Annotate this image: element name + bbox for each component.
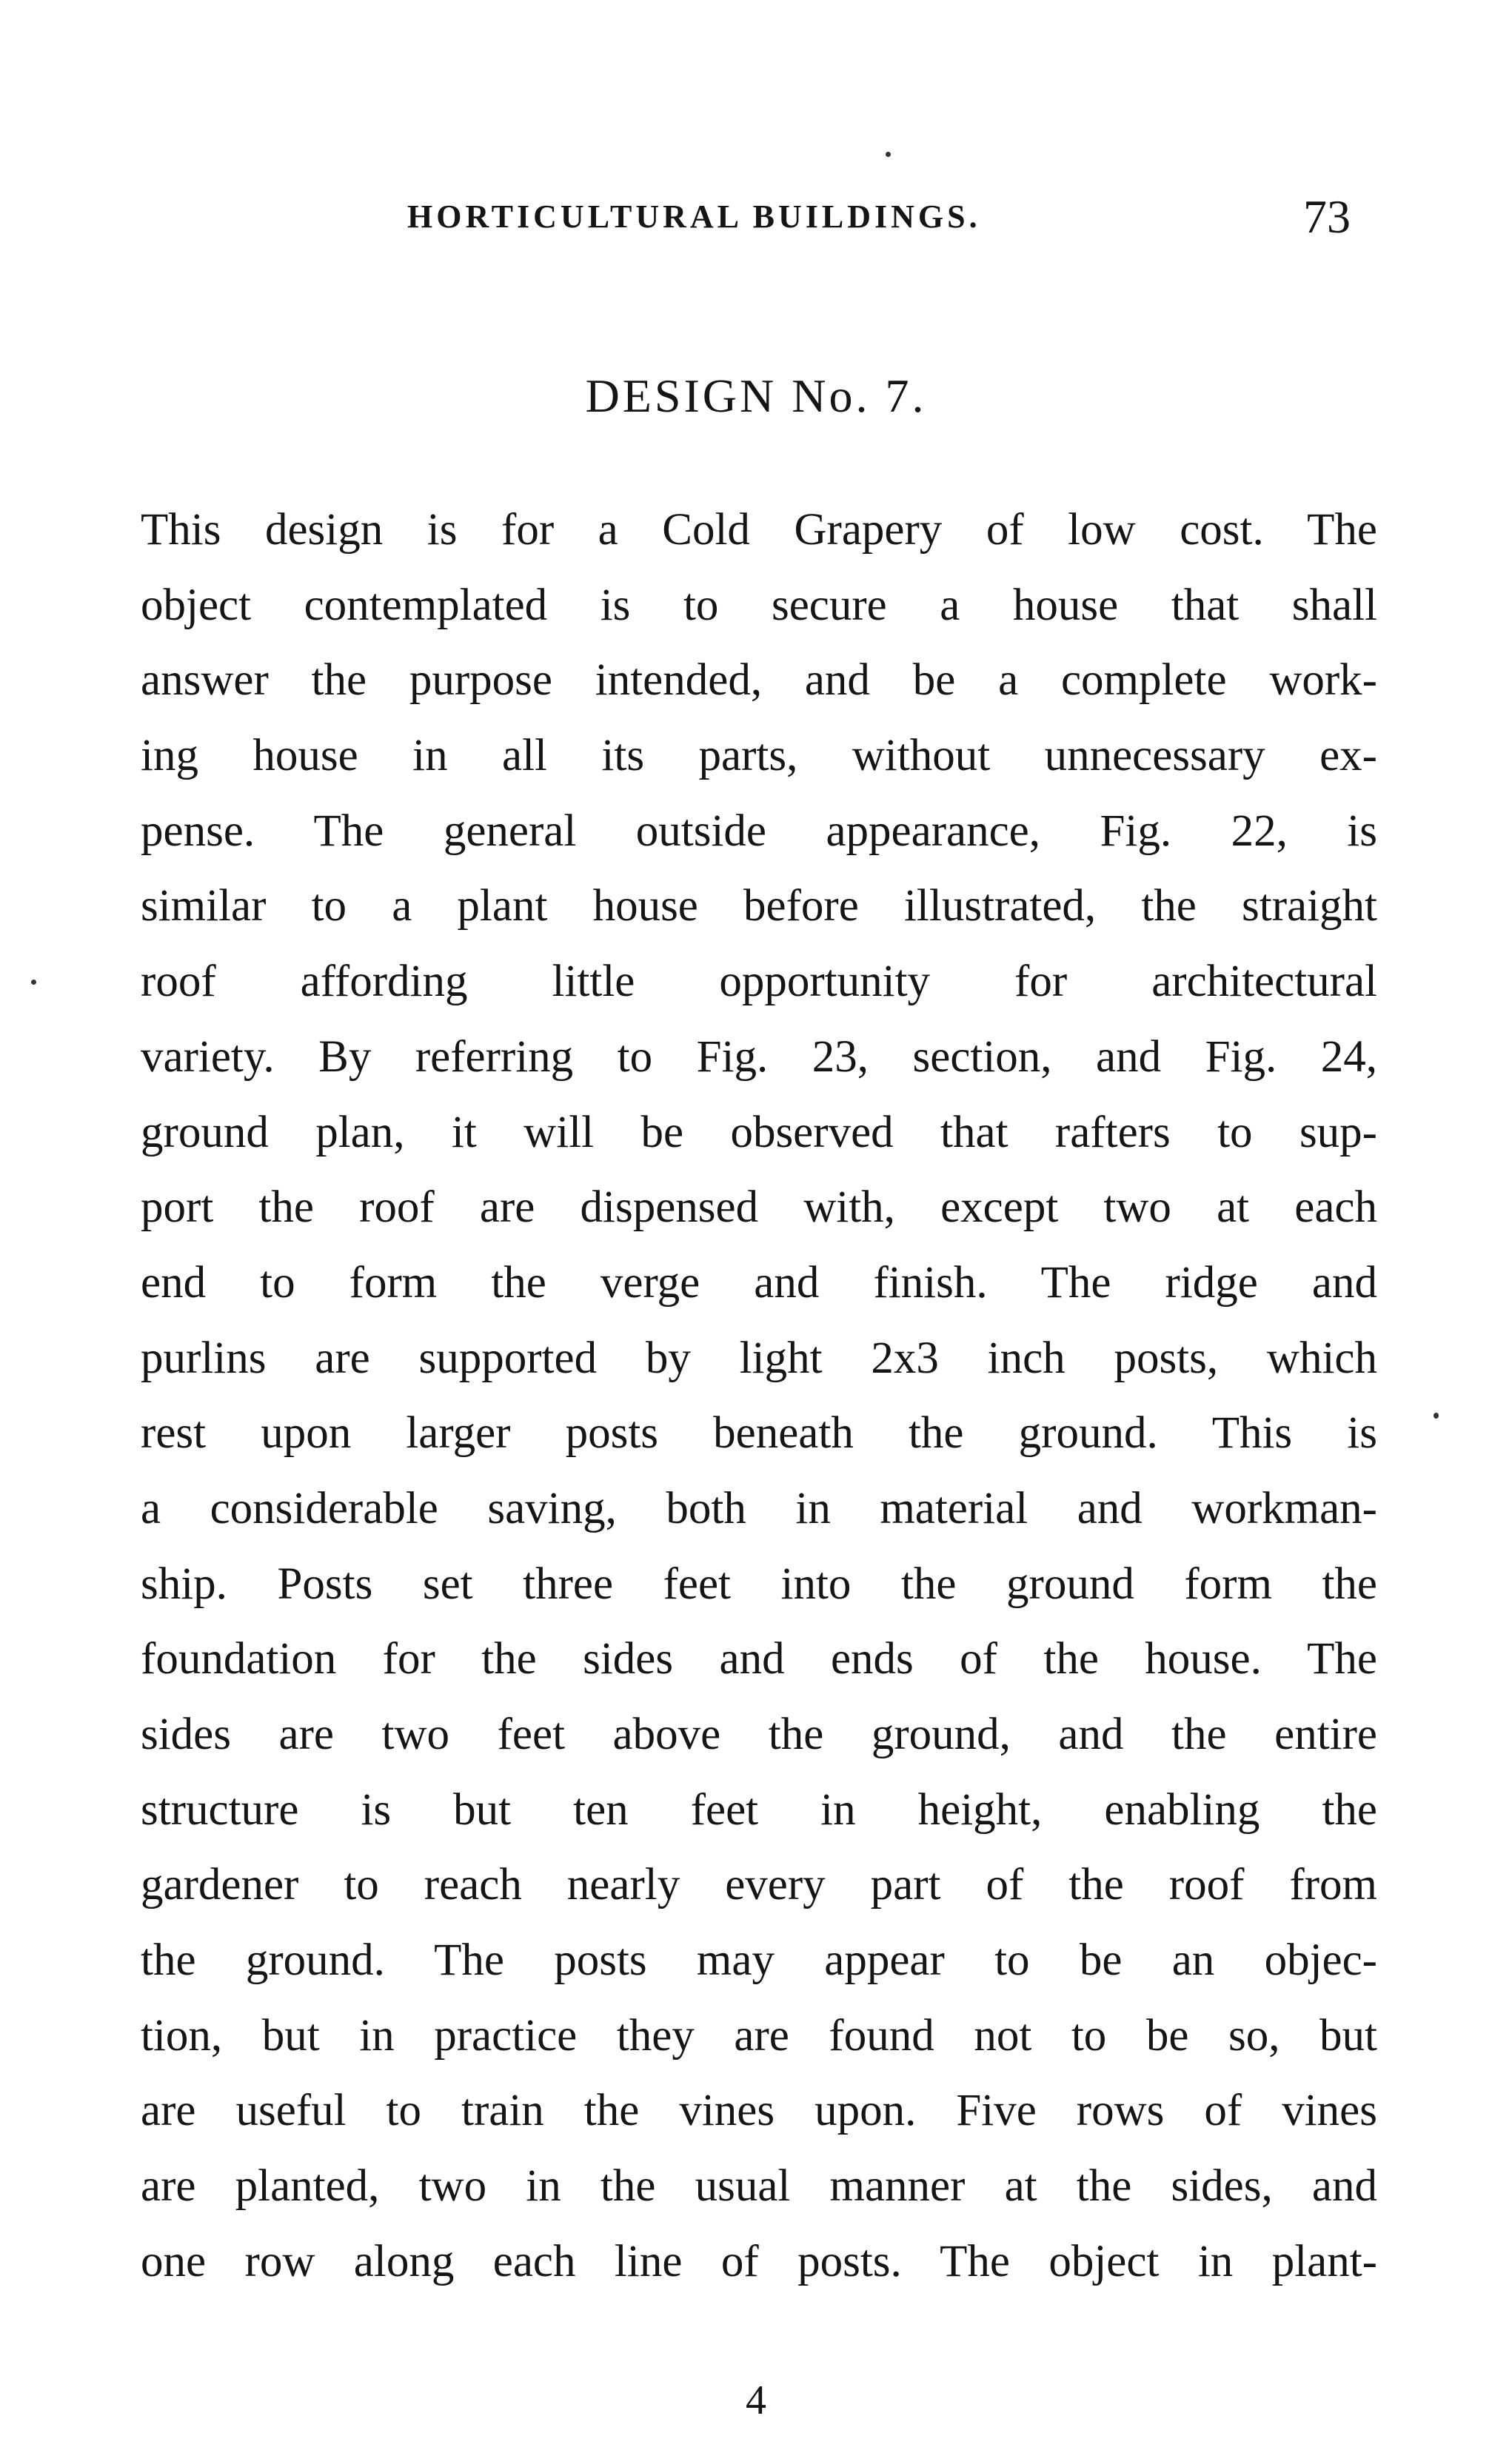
- text-line: ship. Posts set three feet into the ground form the: [141, 1559, 1377, 1609]
- text-line: are planted, two in the usual manner at the sides, and: [141, 2161, 1377, 2212]
- text-line: port the roof are dispensed with, except two at each: [141, 1182, 1377, 1233]
- page-header: [0, 184, 1512, 250]
- text-line: roof affording little opportunity for architectural: [141, 957, 1377, 1007]
- text-line: This design is for a Cold Grapery of low cost. The: [141, 505, 1377, 555]
- body-paragraph: [141, 492, 1377, 2300]
- design-title: DESIGN No. 7.: [585, 369, 927, 422]
- text-line: structure is but ten feet in height, enabling the: [141, 1784, 1377, 1835]
- text-line: a considerable saving, both in material and workman-: [141, 1483, 1377, 1533]
- text-line: rest upon larger posts beneath the ground. This is: [141, 1408, 1377, 1459]
- text-line: purlins are supported by light 2x3 inch posts, which: [141, 1333, 1377, 1383]
- text-line: pense. The general outside appearance, Fig. 22, is: [141, 806, 1377, 856]
- text-line: gardener to reach nearly every part of the roof from: [141, 1860, 1377, 1910]
- print-speck: [886, 152, 891, 157]
- signature-mark: 4: [746, 2377, 766, 2423]
- page-number: 73: [1303, 190, 1351, 243]
- text-line: ground plan, it will be observed that rafters to sup-: [141, 1107, 1377, 1157]
- running-head: HORTICULTURAL BUILDINGS.: [407, 198, 981, 235]
- text-line: object contemplated is to secure a house that shall: [141, 580, 1377, 630]
- text-line: are useful to train the vines upon. Five rows of vines: [141, 2086, 1377, 2136]
- text-line: ing house in all its parts, without unnecessary ex-: [141, 731, 1377, 781]
- print-speck: [1434, 1413, 1439, 1419]
- text-line: variety. By referring to Fig. 23, section, and Fig. 24,: [141, 1031, 1377, 1082]
- text-line: the ground. The posts may appear to be an objec-: [141, 1935, 1377, 1986]
- text-line: similar to a plant house before illustrated, the straight: [141, 881, 1377, 931]
- text-line: answer the purpose intended, and be a complete work-: [141, 655, 1377, 706]
- text-line: tion, but in practice they are found not to be so, but: [141, 2010, 1377, 2061]
- text-line: sides are two feet above the ground, and the entire: [141, 1710, 1377, 1759]
- print-speck: [31, 980, 36, 985]
- text-line: one row along each line of posts. The object in plant-: [141, 2236, 1377, 2286]
- text-line: foundation for the sides and ends of the house. The: [141, 1634, 1377, 1684]
- text-line: end to form the verge and finish. The ridge and: [141, 1257, 1377, 1308]
